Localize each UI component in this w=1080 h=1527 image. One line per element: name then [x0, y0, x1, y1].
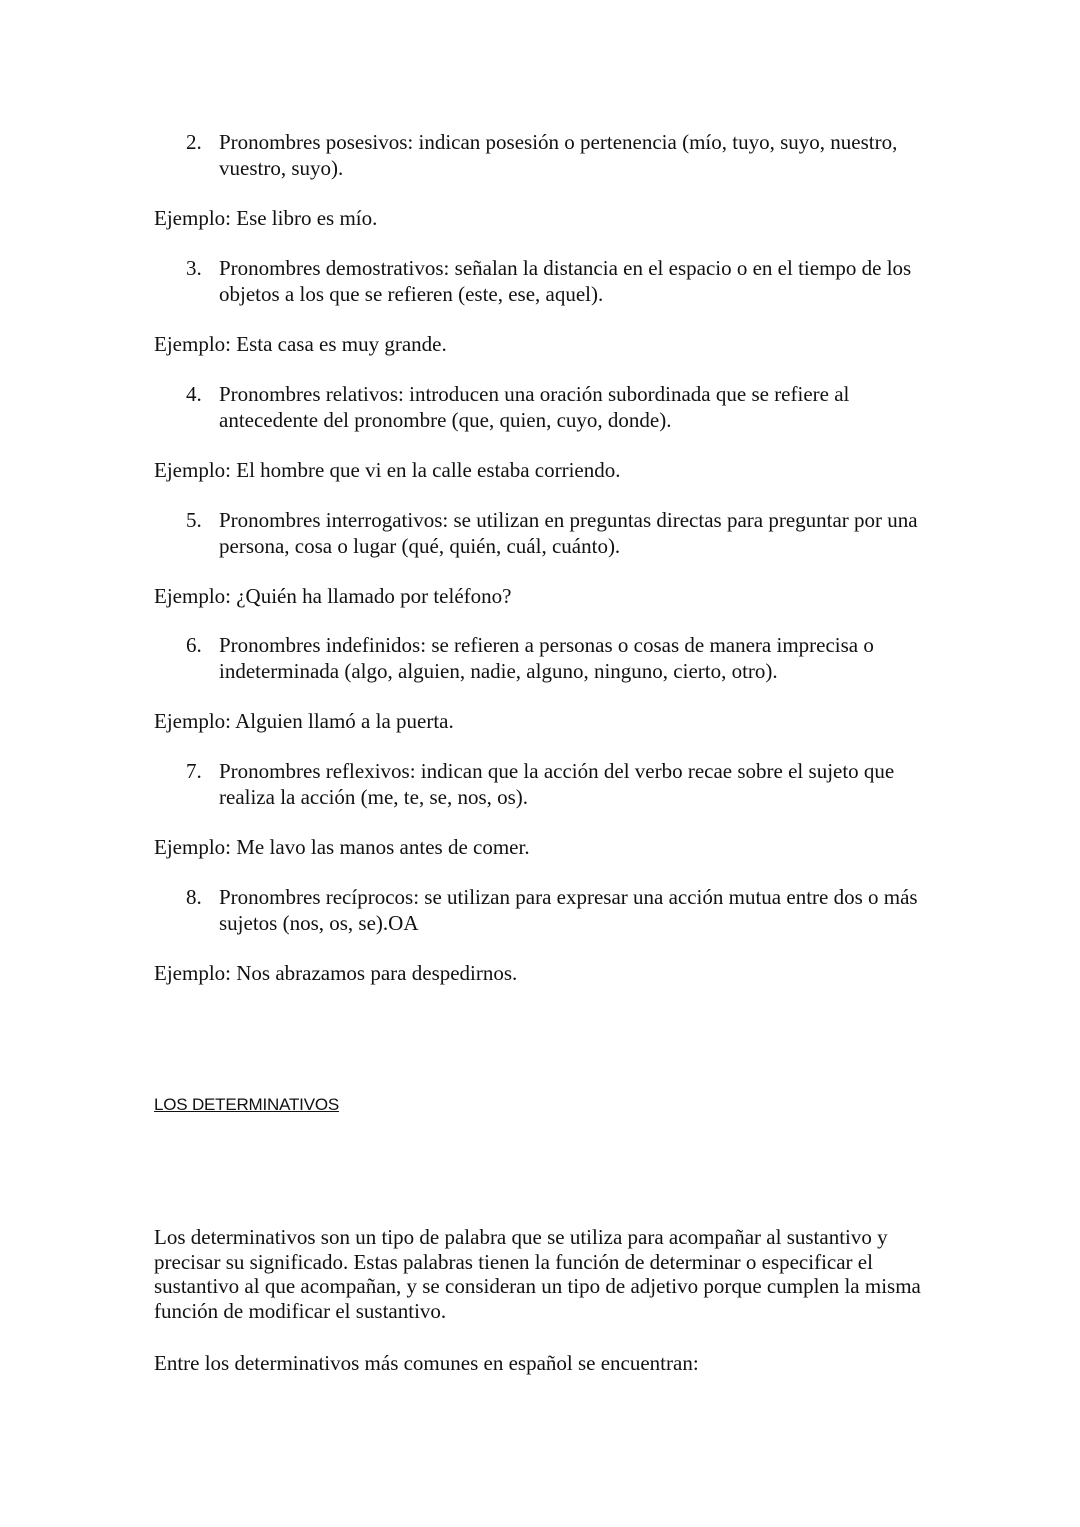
- list-item-6: [186, 632, 926, 684]
- list-number: 8.: [186, 885, 202, 909]
- example-3: Ejemplo: Esta casa es muy grande.: [154, 332, 447, 356]
- list-text: Pronombres posesivos: indican posesión o pertenencia (mío, tuyo, suyo, nuestro, vuestro, suyo).: [219, 130, 898, 180]
- list-number: 5.: [186, 508, 202, 532]
- example-8: Ejemplo: Nos abrazamos para despedirnos.: [154, 961, 518, 985]
- section-heading: LOS DETERMINATIVOS: [154, 1095, 340, 1114]
- paragraph-intro: Los determinativos son un tipo de palabra que se utiliza para acompañar al sustantivo y precisar su significado. Estas palabras tienen la función de determinar o especificar el sustantivo al que acompañan, y se consideran un tipo de adjetivo porque cumplen la misma función de modificar el sustantivo.: [154, 1225, 921, 1323]
- example-5: Ejemplo: ¿Quién ha llamado por teléfono?: [154, 584, 512, 608]
- list-item-2: [186, 129, 926, 181]
- example-6: Ejemplo: Alguien llamó a la puerta.: [154, 709, 454, 733]
- list-number: 6.: [186, 633, 202, 657]
- list-number: 2.: [186, 130, 202, 154]
- example-4: Ejemplo: El hombre que vi en la calle estaba corriendo.: [154, 458, 621, 482]
- list-text: Pronombres indefinidos: se refieren a personas o cosas de manera imprecisa o indeterminada (algo, alguien, nadie, alguno, ninguno, cierto, otro).: [219, 633, 874, 683]
- list-text: Pronombres relativos: introducen una oración subordinada que se refiere al antecedente del pronombre (que, quien, cuyo, donde).: [219, 382, 850, 432]
- list-text: Pronombres recíprocos: se utilizan para expresar una acción mutua entre dos o más sujetos (nos, os, se).OA: [219, 885, 918, 935]
- paragraph-list-intro: Entre los determinativos más comunes en español se encuentran:: [154, 1351, 699, 1375]
- list-item-8: [186, 884, 926, 936]
- list-item-3: [186, 255, 926, 307]
- example-2: Ejemplo: Ese libro es mío.: [154, 206, 378, 230]
- list-text: Pronombres demostrativos: señalan la distancia en el espacio o en el tiempo de los objetos a los que se refieren (este, ese, aquel).: [219, 256, 912, 306]
- list-number: 4.: [186, 382, 202, 406]
- list-item-5: [186, 507, 926, 559]
- example-7: Ejemplo: Me lavo las manos antes de comer.: [154, 835, 530, 859]
- list-number: 7.: [186, 759, 202, 783]
- list-item-4: [186, 381, 926, 433]
- list-text: Pronombres reflexivos: indican que la acción del verbo recae sobre el sujeto que realiza la acción (me, te, se, nos, os).: [219, 759, 895, 809]
- list-text: Pronombres interrogativos: se utilizan en preguntas directas para preguntar por una persona, cosa o lugar (qué, quién, cuál, cuánto).: [219, 508, 918, 558]
- list-item-7: [186, 758, 926, 810]
- list-number: 3.: [186, 256, 202, 280]
